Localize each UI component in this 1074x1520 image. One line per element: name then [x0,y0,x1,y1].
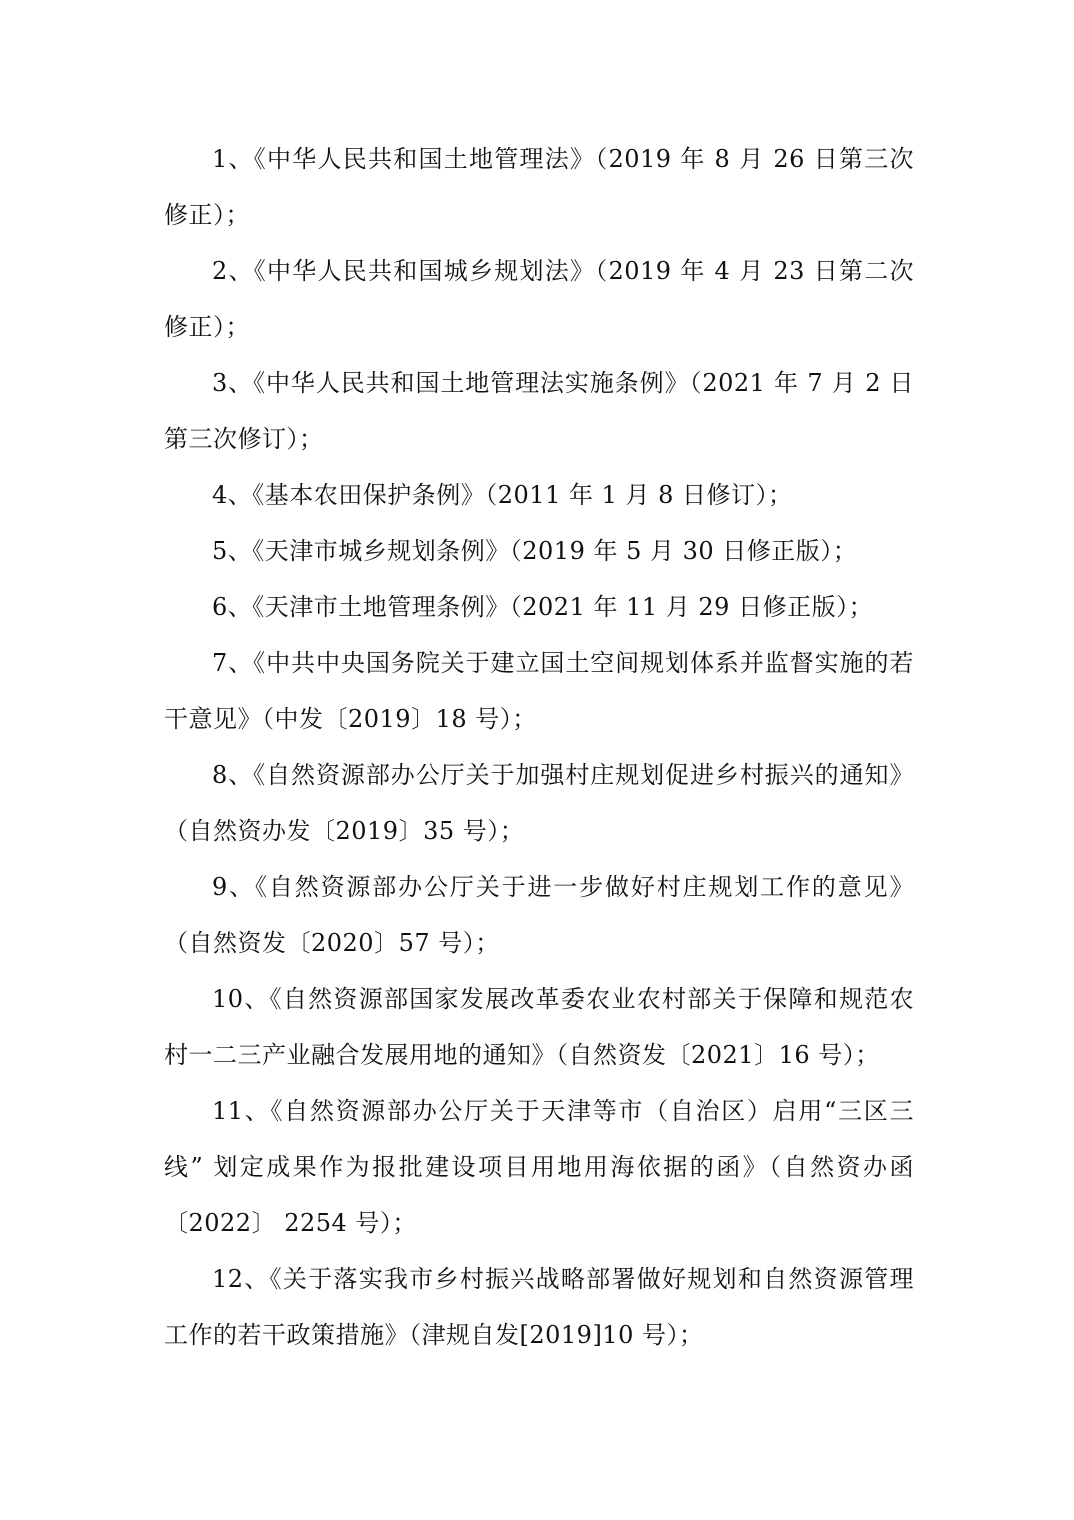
list-item: 11、《自然资源部办公厅关于天津等市（自治区）启用“三区三线” 划定成果作为报批建设项目用地用海依据的函》（自然资办函〔2022〕 2254 号）； [164,1097,914,1237]
list-item: 7、《中共中央国务院关于建立国土空间规划体系并监督实施的若干意见》（中发〔2019〕18 号）； [164,649,914,733]
list-item: 9、《自然资源部办公厅关于进一步做好村庄规划工作的意见》（自然资发〔2020〕57 号）； [164,873,914,957]
list-item: 5、《天津市城乡规划条例》（2019 年 5 月 30 日修正版）； [212,537,858,565]
document-body [164,131,914,1363]
list-item: 1、《中华人民共和国土地管理法》（2019 年 8 月 26 日第三次修正）； [164,145,914,229]
list-item: 12、《关于落实我市乡村振兴战略部署做好规划和自然资源管理工作的若干政策措施》（津规自发[2019]10 号）； [164,1265,914,1349]
list-item: 4、《基本农田保护条例》（2011 年 1 月 8 日修订）； [212,481,793,509]
list-item: 3、《中华人民共和国土地管理法实施条例》（2021 年 7 月 2 日第三次修订）； [164,369,914,453]
list-item: 2、《中华人民共和国城乡规划法》（2019 年 4 月 23 日第二次修正）； [164,257,914,341]
list-item: 10、《自然资源部国家发展改革委农业农村部关于保障和规范农村一二三产业融合发展用地的通知》（自然资发〔2021〕16 号）； [164,985,914,1069]
list-item: 6、《天津市土地管理条例》（2021 年 11 月 29 日修正版）； [212,593,874,621]
list-item: 8、《自然资源部办公厅关于加强村庄规划促进乡村振兴的通知》（自然资办发〔2019〕35 号）； [164,761,914,845]
